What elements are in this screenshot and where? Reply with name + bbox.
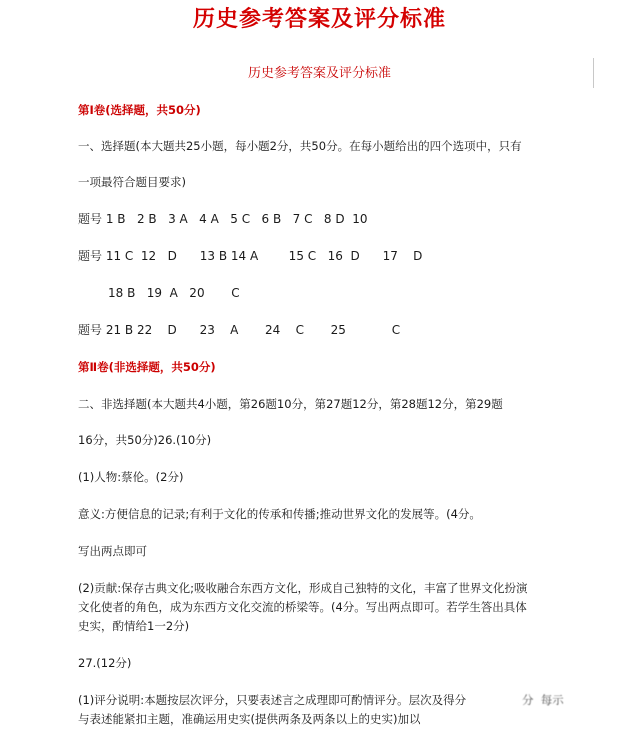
answer-row-2: 题号 11 C 12 D 13 B 14 A 15 C 16 D 17 D [78,249,423,263]
question-27-heading: 27.(12分) [78,656,132,670]
answer-26-1-person: (1)人物:蔡伦。(2分) [78,470,184,484]
answer-26-2-line-1: (2)贡献:保存古典文化;吸收融合东西方文化，形成自己独特的文化，丰富了世界文化扮演 [78,581,528,595]
answer-26-1-note: 写出两点即可 [78,544,147,558]
answer-26-1-significance: 意义:方便信息的记录;有利于文化的传承和传播;推动世界文化的发展等。(4分。 [78,507,481,521]
answer-27-1-line-1: (1)评分说明:本题按层次评分，只要表述言之成理即可酌情评分。层次及得分 [78,693,467,707]
question-1-instructions-cont: 一项最符合题目要求) [78,175,186,189]
section-1-heading: 第Ⅰ卷(选择题，共50分) [78,103,201,117]
answer-row-4: 题号 21 B 22 D 23 A 24 C 25 C [78,323,401,337]
question-2-instructions-cont: 16分，共50分)26.(10分) [78,433,212,447]
question-1-instructions: 一、选择题(本大题共25小题，每小题2分，共50分。在每小题给出的四个选项中，只有 [78,139,522,153]
document-subtitle: 历史参考答案及评分标准 [247,66,391,81]
answer-27-1-line-2: 与表述能紧扣主题，准确运用史实(提供两条及两条以上的史实)加以 [78,712,421,726]
document-title: 历史参考答案及评分标准 [192,7,446,32]
question-2-instructions: 二、非选择题(本大题共4小题，第26题10分，第27题12分，第28题12分，第29题 [78,397,503,411]
answer-27-1-line-1-tail: 分 每示 [522,693,564,707]
answer-row-1: 题号 1 B 2 B 3 A 4 A 5 C 6 B 7 C 8 D 10 [78,212,368,226]
section-2-heading: 第Ⅱ卷(非选择题，共50分) [78,360,216,374]
answer-26-2-line-3: 史实，酌情给1一2分) [78,619,190,633]
answer-26-2-line-2: 文化使者的角色，成为东西方文化交流的桥梁等。(4分。写出两点即可。若学生答出具体 [78,600,527,614]
answer-row-3: 18 B 19 A 20 C [108,286,240,300]
